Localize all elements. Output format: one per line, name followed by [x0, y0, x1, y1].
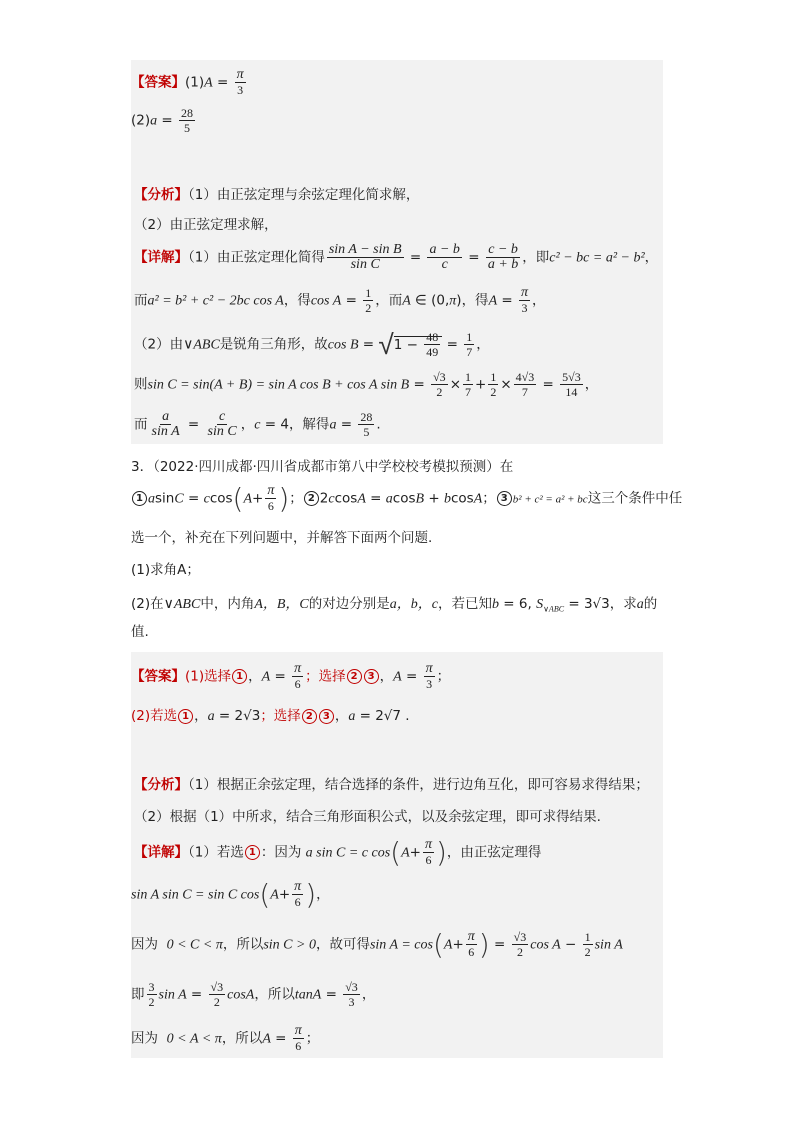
answer-line-1: 【答案】(1)A = $\frac{\pi}{3}$	[131, 67, 244, 97]
problem-3-q2-end: 值.	[131, 624, 149, 640]
answer-line-2: (2)a = $\frac{28}{5}$	[131, 106, 194, 135]
detail-3-line-3: 因为 0 < C < π，所以sin C > 0，故可得sin A = cos(A+ $\frac{\pi}{6}$ ) = $\frac{√3}{2}$ cos A − $\frac{1}{2}$ sin A	[131, 928, 623, 961]
detail-3-line-5: 因为 0 < A < π，所以A = $\frac{\pi}{6}$ ；	[131, 1023, 320, 1053]
problem-3-line-2: 选一个，补充在下列问题中，并解答下面两个问题.	[131, 530, 433, 546]
detail-3-line-4: 即 $\frac{3}{2}$ sin A = $\frac{√3}{2}$ cosA，所以tanA = $\frac{√3}{3}$ ，	[131, 980, 376, 1009]
detail-3-line-2: sin A sin C = sin C cos(A+ $\frac{\pi}{6}$ )，	[131, 878, 330, 911]
problem-3-q1: (1)求角A；	[131, 562, 200, 578]
answer-label: 【答案】	[131, 74, 185, 91]
answer-3-line-1: 【答案】(1)选择 1 ，A = $\frac{\pi}{6}$ ；选择 2 3 ，A = $\frac{\pi}{3}$ ；	[131, 661, 451, 691]
answer-3-line-2: (2)若选 1 ，a = 2√3；选择 2 3 ，a = 2√7 .	[131, 708, 410, 724]
problem-3-header: 3．（2022·四川成都·四川省成都市第八中学校校考模拟预测）在	[131, 459, 514, 475]
analysis-line-2: （2）由正弦定理求解，	[134, 217, 278, 233]
detail-line-5: 而 $\frac{a}{\text{sin A}}$ = $\frac{c}{\text{sin C}}$ ，c = 4，解得a = $\frac{28}{5}$ .	[134, 409, 381, 439]
analysis-line-1: 【分析】（1）由正弦定理与余弦定理化简求解，	[134, 187, 420, 203]
detail-line-1: 【详解】（1）由正弦定理化简得 $\frac{\text{sin A − sin B}}{\text{sin C}}$ = $\frac{a - b}{c}$ = $\frac{c - b}{a + b}$ ，即c² − bc = a² − b²，	[134, 242, 659, 272]
problem-3-q2: (2)在∨ABC中，内角A，B，C的对边分别是a，b，c，若已知b = 6, $S_{\vee ABC} = 3√3$，求a的	[131, 596, 658, 614]
detail-line-3: （2）由∨ABC是锐角三角形，故cos B = √1 − $\frac{48}{49}$ = $\frac{1}{7}$ ，	[134, 328, 490, 361]
analysis-3-line-1: 【分析】（1）根据正余弦定理，结合选择的条件，进行边角互化，即可容易求得结果；	[134, 777, 649, 793]
detail-line-2: 而a² = b² + c² − 2bc cos A，得cos A = $\frac{1}{2}$ ，而A ∈ (0,π)，得A = $\frac{\pi}{3}$ ，	[134, 285, 546, 315]
problem-3-conditions: 1 asinC = ccos(A+ $\frac{\pi}{6}$ )； 2 2ccosA = acosB + bcosA； 3 b² + c² = a² + bc这三个条件中任	[131, 482, 682, 515]
detail-line-4: 则sin C = sin(A + B) = sin A cos B + cos A sin B = $\frac{√3}{2}$ × $\frac{1}{7}$ + $\frac{1}{2}$ × $\frac{4√3}{7}$ = $\frac{5√3}{14}$ ，	[134, 370, 599, 399]
analysis-3-line-2: （2）根据（1）中所求，结合三角形面积公式，以及余弦定理，即可求得结果.	[134, 809, 601, 825]
detail-3-line-1: 【详解】（1）若选 1 ：因为 a sin C = c cos(A+ $\frac{\pi}{6}$ )，由正弦定理得	[134, 836, 542, 869]
